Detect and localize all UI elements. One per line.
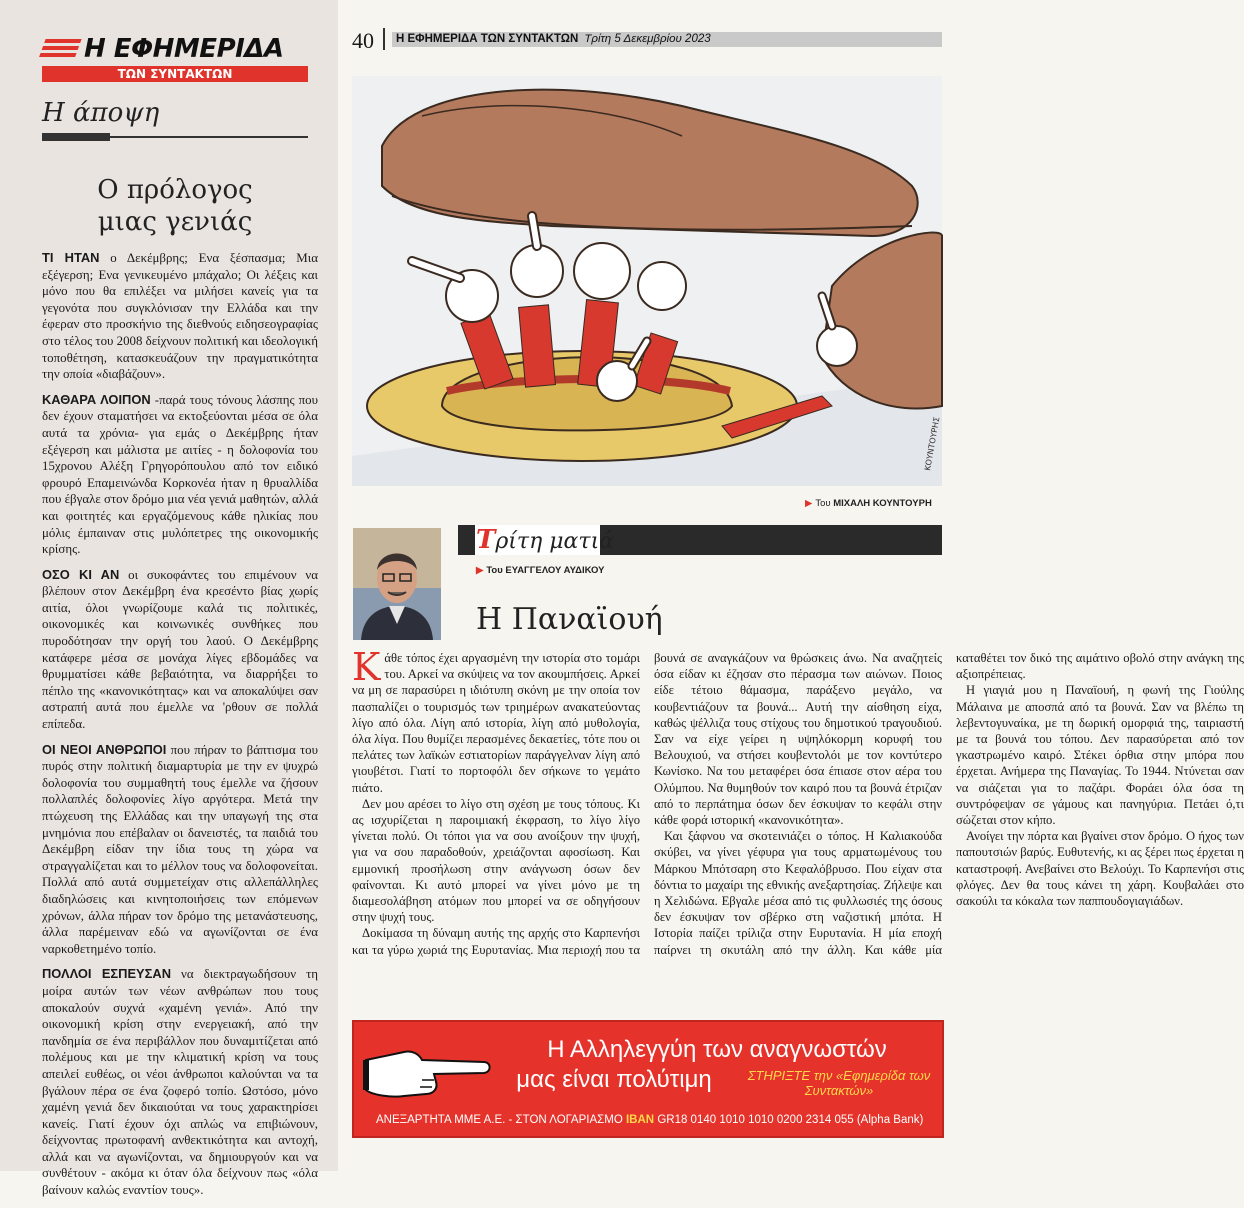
editorial-paragraph: ΟΣΟ ΚΙ ΑΝ οι συκοφάντες του επιμένουν να βλέπουν στον Δεκέμβρη ένα κρεσέντο βίας χωρίς αιτία, όλοι γνωρίζουμε καλά τις πολιτικές, οικονομικές και κοινωνικές συνθήκες που πυροδότησαν την οργή του λαού. Ο Δεκέμβρης κατάφερε μέσα σε μονάχα λίγες εβδομάδες να θρυμματίσει κάθε βεβαιότητα, να διαρρήξει το πέπλο της «κανονικότητας» και να αποκαλύψει σαν αστραπή αυτά που έμελλε να 'ρθουν σε πολλά επίπεδα. [42,566,318,732]
column-paragraph: Κάθε τόπος έχει αργασμένη την ιστορία στο τομάρι του. Αρκεί να σκύψεις να τον ακουμπήσεις. Αρκεί να μη σε παρασύρει η ιδιότυπη σκόνη με την οποία τον πασπαλίζει ο τουρισμός των τριημέρων ανακατεύοντας λίγο από όλα. Λίγη από ιστορία, λίγη από μυθολογία, όλα λίγα. Που θυμίζει περασμένες δεκαετίες, τότε που οι πελάτες των λαϊκών εστιατορίων παράγγελναν λίγη από γιουβέτσι. Γιατί το πορτοφόλι δεν σήκωνε το γεμάτο πιάτο. [352,645,640,795]
editorial-paragraph: ΟΙ ΝΕΟΙ ΑΝΘΡΩΠΟΙ που πήραν το βάπτισμα του πυρός στην πολιτική διαμαρτυρία με την εν ψυχρώ δολοφονία του συμμαθητή τους έμελλε να ζήσουν πολλαπλές δολοφονίες λίγο αργότερα. Μετά την πτώχευση της Ελλάδας και την υπαγωγή της στα μνημόνια που επέβαλαν οι δανειστές, τα παιδιά του Δεκέμβρη είδαν την ίδια τους τη χώρα να στραγγαλίζεται και το μέλλον τους να δολοφονείται. Πολλά από αυτά συμμετείχαν στις αλλεπάλληλες διαδηλώσεις και κινητοποιήσεις των επόμενων χρόνων, άλλα πήραν τον δρόμο της μετανάστευσης, άλλα παρέμειναν εδώ να αγωνίζονται σε ένα ναρκοθετημένο τοπίο. [42,741,318,956]
column-paragraph: Δοκίμασα τη δύναμη αυτής της αρχής στο Καρπενήσι και τα γύρω χωριά της Ευρυτανίας. Μια περιοχή που τα βουνά σε αναγκάζουν να θρώσκεις άνω. Να αναζητείς όσα είδαν κι έζησαν στο πέρασμα των αιώνων. Ποιος είδε τέτοιο θάμασμα, παράξενο μεγάλο, να κουβεντιάζουν τα βουνά... Αυτή την αίσθηση είχα, καθώς ψέλλιζα τους στίχους του δημοτικού τραγουδιού. Σαν να είχε γείρει η υψηλόκορμη κορυφή του Βελουχιού, να στήσει κουβεντολόι με τον κοντύτερο Κωνίσκο. Να του μεταφέρει όσα έπιασε στον αέρα του Ολύμπου. Να θυμηθούν τον καιρό που τα βουνά έτριζαν από το περπάτημα όσων δεν έσκυψαν το κεφάλι στην κάθε φορά ιστορική «κανονικότητα». [352,651,942,957]
column-series-title: Τρίτη ματιά [476,525,615,555]
triangle-icon: ▶ [805,498,813,509]
column-author: ▶ Του ΕΥΑΓΓΕΛΟΥ ΑΥΔΙΚΟΥ [476,565,605,576]
ad-headline: Η Αλληλεγγύη των αναγνωστών [547,1036,887,1063]
masthead [42,34,308,82]
running-header: Η ΕΦΗΜΕΡΙΔΑ ΤΩΝ ΣΥΝΤΑΚΤΩΝ Τρίτη 5 Δεκεμβρίου 2023 [392,32,942,47]
column-paragraph: Και ξάφνου να σκοτεινιάζει ο τόπος. Η Καλιακούδα σκύβει, να γίνει γέφυρα για τους αρματωμένους του Μάρκου Μπότσαρη στο Κεφαλόβρυσο. Που είχαν στα δόντια το μαχαίρι της εθνικής ανεξαρτησίας. Ζήλεψε και η Χελιδώνα. Εβγαλε μέσα από τις φυλλωσιές της όσους δεν έσκυψαν τον σβέρκο στη ναζιστική μπότα. Η Ιστορία παίζει τρίλιζα στην Ευρυτανία. Η μία εποχή παίρνει τη σκυτάλη από την άλλη. Και κάθε μία καταθέτει τον δικό της αιμάτινο οβολό στην ανάγκη της αξιοπρέπειας. [654,651,1244,957]
masthead-subtitle: ΤΩΝ ΣΥΝΤΑΚΤΩΝ [42,66,308,82]
solidarity-ad[interactable] [352,1020,944,1138]
ad-bank-details: ΑΝΕΞΑΡΤΗΤΑ ΜΜΕ Α.Ε. - ΣΤΟΝ ΛΟΓΑΡΙΑΣΜΟ IBAN GR18 0140 1010 1010 0200 2314 055 (Alpha Bank) [376,1114,924,1126]
cartoon-drawing [352,76,942,486]
cartoon-illustration [352,76,942,486]
logo-stripes-icon [38,39,81,59]
ad-call-to-action: ΣΤΗΡΙΞΤΕ την «Εφημερίδα των Συντακτών» [747,1068,931,1098]
editorial-title: Ο πρόλογος μιας γενιάς [97,175,253,237]
header-divider [383,28,385,50]
column-paragraph: Η γιαγιά μου η Παναϊουή, η φωνή της Γιούλης Μάλαινα με αποσπά από τα βουνά. Σαν να βλέπω τη λεβεντογυναίκα, με τη δωρική ομορφιά της, ταιριαστή με τα βουνά του τόπου. Δεν παρασύρεται από τον γκαστρωμένο καιρό. Στέκει όρθια στην μπόρα που έρχεται. Ανήμερα της Παναγίας. Το 1944. Ντύνεται σαν να σιάζεται για το παζάρι. Φοράει όλα όσα τη συντρόφεψαν σε γάμους και πανηγύρια. Πετάει ό,τι σώζεται στον κήπο. [956,683,1244,828]
pointing-hand-icon [364,1040,494,1110]
author-portrait [353,528,441,640]
editorial-paragraph: ΤΙ ΗΤΑΝ ο Δεκέμβρης; Ενα ξέσπασμα; Μια εξέγερση; Ενα γενικευμένο μπάχαλο; Οι λέξεις και μόνο που θα επιλέξει να μιλήσει κανείς για τα γεγονότα που συγκλόνισαν την Ελλάδα και την έφεραν στο προσκήνιο της διεθνούς ειδησεογραφίας στο τέλος του 2008 δείχνουν πολιτική και ιδεολογική τοποθέτηση, κατασκευάζουν την πραγματικότητα την οποία «διαβάζουν». [42,250,318,382]
editorial-body [42,250,318,1208]
column-paragraph: Ανοίγει την πόρτα και βγαίνει στον δρόμο. Ο ήχος των παπουτσιών βαρύς. Ευθυτενής, κι ας ξέρει πως έρχεται η καταστροφή. Ανεβαίνει στο Βελούχι. Το Καρπενήσι στις φλόγες. Δεν θα τους κάνει τη χάρη. Κουβαλάει στο σακούλι τα κόκαλα των παππουδογιαγιάδων. [956,829,1244,909]
cartoon-signature: ΚΟΥΝΤΟΥΡΗΣ [923,416,942,472]
triangle-icon: ▶ [476,565,484,576]
column-paragraph: Δεν μου αρέσει το λίγο στη σχέση με τους τόπους. Κι ας ισχυρίζεται η παροιμιακή έκφραση, το λίγο λίγο γίνεται πολύ. Οι τόποι για να σου ανοίξουν την ψυχή, για να σου παραδοθούν, χρειάζονται αφοσίωση. Και εμμονική προσήλωση στην ανάγνωση όσων δεν φαίνονται. Κι αυτό μπορεί να γίνει μόνο με τη διαμεσολάβηση ατόμων που μπορεί να σε οδηγήσουν στην ψυχή τους. [352,796,640,925]
dropcap: Κ [352,645,381,689]
rubric-divider [42,136,308,138]
column-body [352,645,1244,968]
cartoon-credit: ▶ Του ΜΙΧΑΛΗ ΚΟΥΝΤΟΥΡΗ [805,498,932,509]
ad-subheadline: μας είναι πολύτιμη [516,1066,712,1093]
editorial-paragraph: ΚΑΘΑΡΑ ΛΟΙΠΟΝ -παρά τους τόνους λάσπης που δεν έχουν σταματήσει να εκτοξεύονται μέσα σε όλα αυτά τα χρόνια- για εμάς ο Δεκέμβρης ήταν εξέγερση και μάλιστα με αιτίες - η δολοφονία του 15χρονου Αλέξη Γρηγορόπουλου από τον ειδικό φρουρό Επαμεινώνδα Κορκονέα ήταν η θρυαλλίδα που έβγαλε στον δρόμο μια νέα γενιά μαθητών, αλλά και φοιτητές και εργαζόμενους κάθε ηλικίας που μόλις έμπαιναν στις μυλόπετρες της οικονομικής κρίσης. [42,391,318,557]
editorial-paragraph: ΠΟΛΛΟΙ ΕΣΠΕΥΣΑΝ να διεκτραγωδήσουν τη μοίρα αυτών των νέων ανθρώπων που τους αποκαλούν συχνά «χαμένη γενιά». Από την οικονομική κρίση στην ενεργειακή, από την πανδημία σε ένα περιβάλλον που δυναμιτίζεται από πολέμους και με την κλιματική κρίση να τους απειλεί ευθέως, οι νέοι άνθρωποι καλούνται να τα βγάλουν πέρα σε ένα ζοφερό τοπίο. Ωστόσο, μόνο χαμένη γενιά δεν δικαιούται να τους χαρακτηρίσει κανείς. Γιατί έχουν όχι απλώς να επιβιώνουν, δείχνοντας πρωτοφανή ανθεκτικότητα και αντοχή, αλλά και να αγωνίζονται, να δημιουργούν και να συνθέτουν - ακόμα κι όταν όλα δείχνουν πως «όλα βαίνουν καλώς εναντίον τους». [42,966,318,1198]
masthead-title: Η ΕΦΗΜΕΡΙΔΑ [84,34,284,64]
page-number: 40 [352,28,374,53]
column-title: Η Παναϊουή [476,602,663,637]
author-photo [353,528,441,640]
left-column [0,0,338,1198]
section-rubric: Η άποψη [42,98,160,128]
